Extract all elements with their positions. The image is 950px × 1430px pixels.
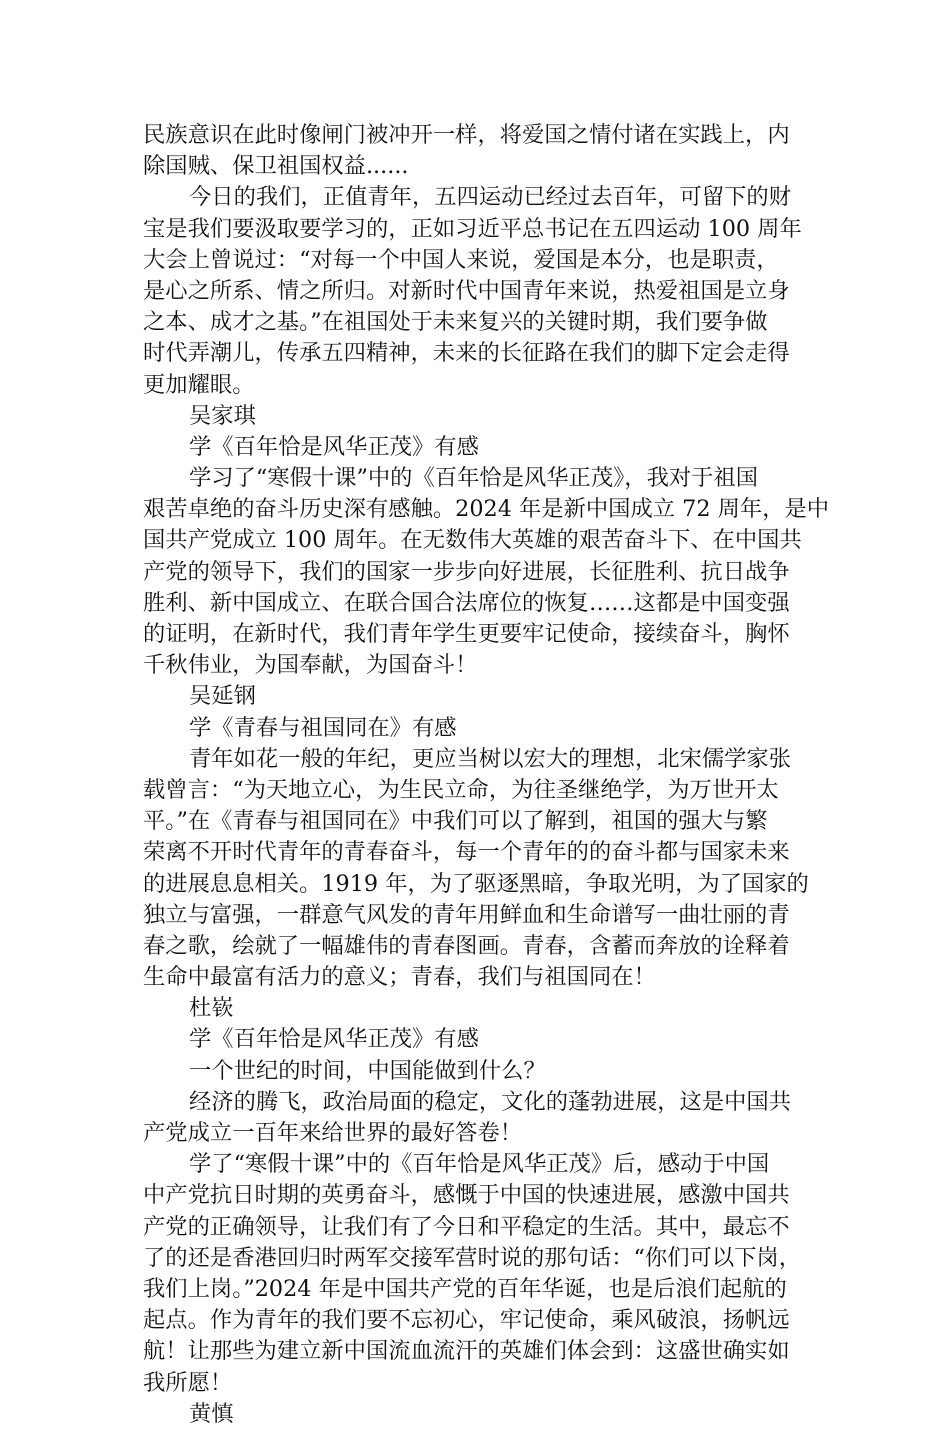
text-line: 产党的正确领导，让我们有了今日和平稳定的生活。其中，最忘不 [143, 1213, 790, 1240]
text-line: 学了“寒假十课”中的《百年恰是风华正茂》后，感动于中国 [189, 1151, 770, 1178]
text-line: 荣离不开时代青年的青春奋斗，每一个青年的的奋斗都与国家未来 [143, 839, 790, 866]
text-line: 今日的我们，正值青年，五四运动已经过去百年，可留下的财 [189, 184, 792, 211]
text-line: 的进展息息相关。1919 年，为了驱逐黑暗，争取光明，为了国家的 [143, 870, 809, 897]
text-line: 是心之所系、情之所归。对新时代中国青年来说，热爱祖国是立身 [143, 277, 790, 304]
document-body [143, 120, 830, 1430]
text-line: 载曾言：“为天地立心，为生民立命，为往圣继绝学，为万世开太 [143, 776, 779, 803]
text-line: 产党的领导下，我们的国家一步步向好进展，长征胜利、抗日战争 [143, 558, 790, 585]
text-line: 学《百年恰是风华正茂》有感 [189, 433, 479, 460]
text-line: 生命中最富有活力的意义；青春，我们与祖国同在！ [143, 964, 656, 991]
text-line: 中产党抗日时期的英勇奋斗，感慨于中国的快速进展，感激中国共 [143, 1182, 790, 1209]
text-line: 独立与富强，一群意气风发的青年用鲜血和生命谱写一曲壮丽的青 [143, 901, 790, 928]
text-line: 我所愿！ [143, 1369, 233, 1396]
text-line: 大会上曾说过：“对每一个中国人来说，爱国是本分，也是职责， [143, 246, 779, 273]
text-line: 之本、成才之基。”在祖国处于未来复兴的关键时期，我们要争做 [143, 309, 768, 336]
text-line: 胜利、新中国成立、在联合国合法席位的恢复……这都是中国变强 [143, 589, 790, 616]
text-line: 平。”在《青春与祖国同在》中我们可以了解到，祖国的强大与繁 [143, 808, 768, 835]
text-line: 航！让那些为建立新中国流血流汗的英雄们体会到：这盛世确实如 [143, 1338, 790, 1365]
text-line: 青年如花一般的年纪，更应当树以宏大的理想，北宋儒学家张 [189, 745, 792, 772]
text-line: 产党成立一百年来给世界的最好答卷！ [143, 1120, 523, 1146]
text-line: 国共产党成立 100 周年。在无数伟大英雄的艰苦奋斗下、在中国共 [143, 527, 802, 554]
text-line: 黄慎 [189, 1400, 234, 1427]
text-line: 我们上岗。”2024 年是中国共产党的百年华诞，也是后浪们起航的 [143, 1275, 787, 1302]
text-line: 吴家琪 [189, 402, 256, 429]
text-line: 学《百年恰是风华正茂》有感 [189, 1026, 479, 1053]
text-line: 学习了“寒假十课”中的《百年恰是风华正茂》，我对于祖国 [189, 465, 759, 492]
text-line: 春之歌，绘就了一幅雄伟的青春图画。青春，含蓄而奔放的诠释着 [143, 932, 790, 959]
text-line: 时代弄潮儿，传承五四精神，未来的长征路在我们的脚下定会走得 [143, 340, 790, 367]
text-line: 一个世纪的时间，中国能做到什么？ [189, 1057, 546, 1084]
text-line: 民族意识在此时像闸门被冲开一样，将爱国之情付诸在实践上，内 [143, 122, 790, 148]
text-line: 起点。作为青年的我们要不忘初心，牢记使命，乘风破浪，扬帆远 [143, 1307, 790, 1334]
text-line: 经济的腾飞，政治局面的稳定，文化的蓬勃进展，这是中国共 [189, 1088, 792, 1115]
text-line: 除国贼、保卫祖国权益...... [143, 153, 409, 180]
text-line: 的证明，在新时代，我们青年学生更要牢记使命，接续奋斗，胸怀 [143, 621, 790, 647]
text-line: 艰苦卓绝的奋斗历史深有感触。2024 年是新中国成立 72 周年，是中 [143, 496, 830, 523]
text-line: 了的还是香港回归时两军交接军营时说的那句话：“你们可以下岗， [143, 1244, 802, 1271]
text-line: 千秋伟业，为国奉献，为国奋斗！ [143, 652, 478, 679]
text-line: 宝是我们要汲取要学习的，正如习近平总书记在五四运动 100 周年 [143, 215, 802, 242]
text-line: 吴延钢 [189, 683, 256, 710]
text-line: 杜嵚 [189, 995, 234, 1022]
text-line: 学《青春与祖国同在》有感 [189, 714, 457, 741]
text-line: 更加耀眼。 [143, 371, 255, 398]
